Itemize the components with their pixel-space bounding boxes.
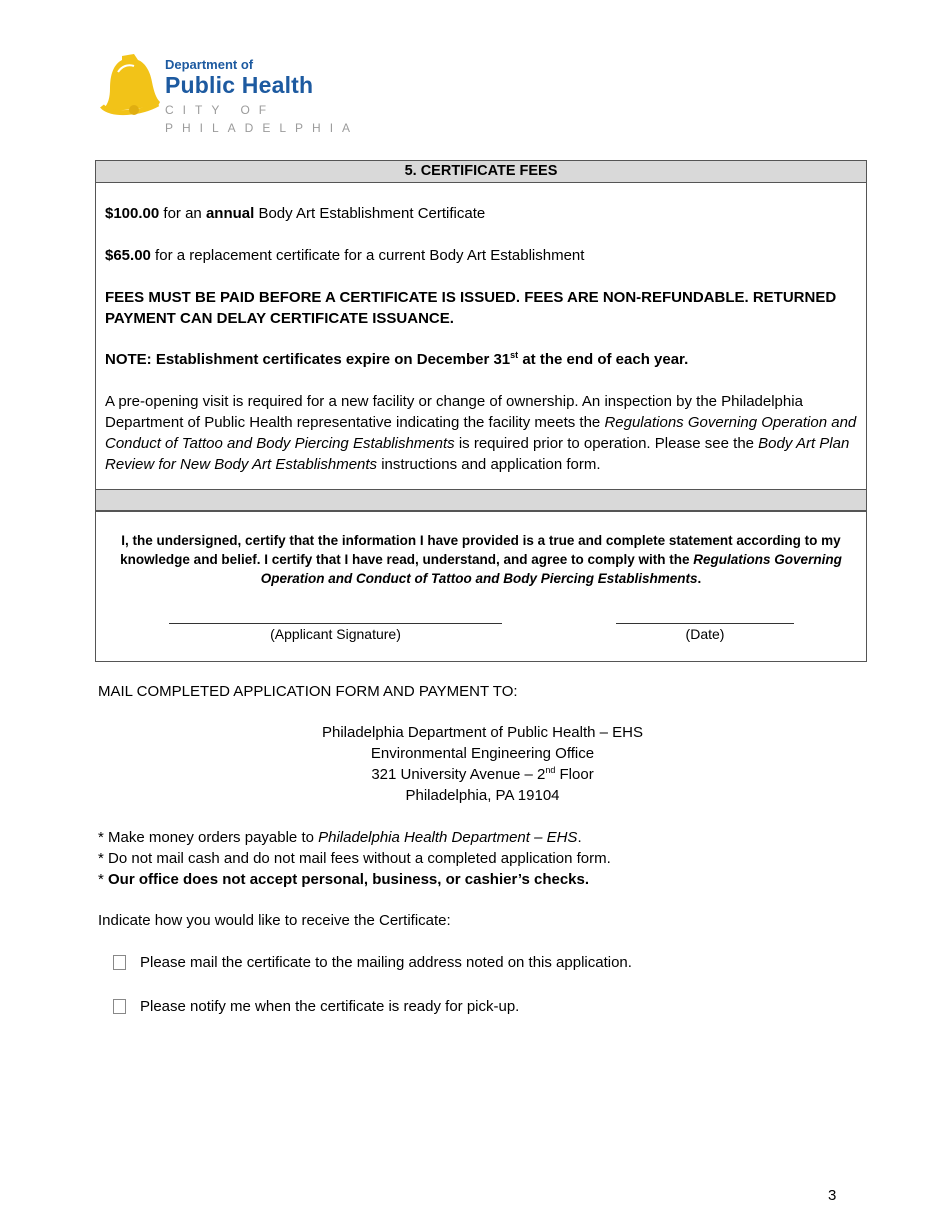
logo-department-text: Department of <box>165 57 254 72</box>
certificate-fees-section <box>95 160 867 512</box>
payment-note-money-orders: * Make money orders payable to Philadelphia Health Department – EHS. <box>98 829 582 846</box>
logo-public-health-text: Public Health <box>165 72 314 98</box>
payment-note-cash: * Do not mail cash and do not mail fees without a completed application form. <box>98 850 611 867</box>
signature-label: (Applicant Signature) <box>270 626 401 642</box>
logo-city-text: CITY OF PHILADELPHIA <box>165 103 360 135</box>
certification-statement: I, the undersigned, certify that the information I have provided is a true and complete statement according to my knowledge and belief. I certify that I have read, understand, and agree to comply with the Regulations Governing Operation and Conduct of Tattoo and Body Piercing Establishments. <box>120 533 842 586</box>
section-divider-band <box>96 489 866 511</box>
fee-annual: $100.00 for an annual Body Art Establishment Certificate <box>105 205 486 222</box>
liberty-bell-icon <box>100 52 162 118</box>
fee-replacement: $65.00 for a replacement certificate for a current Body Art Establishment <box>105 247 585 264</box>
pickup-option-label: Please notify me when the certificate is ready for pick-up. <box>140 998 520 1015</box>
payment-note-checks: * Our office does not accept personal, business, or cashier’s checks. <box>98 871 590 888</box>
pre-opening-paragraph: A pre-opening visit is required for a new facility or change of ownership. An inspection by the Philadelphia Department of Public Health representative indicating the facility meets the Regulations Governing Operation and Conduct of Tattoo and Body Piercing Establishments is required prior to operation. Please see the Body Art Plan Review for New Body Art Establishments instructions and application form. <box>105 393 857 473</box>
department-logo <box>100 52 445 135</box>
address-line-3: 321 University Avenue – 2nd Floor <box>371 765 594 783</box>
mail-checkbox[interactable] <box>113 955 126 970</box>
page-number: 3 <box>828 1187 837 1204</box>
delivery-option-pickup[interactable] <box>113 998 519 1015</box>
delivery-option-mail[interactable] <box>113 954 632 971</box>
delivery-prompt: Indicate how you would like to receive the Certificate: <box>98 912 451 929</box>
mail-option-label: Please mail the certificate to the mailing address noted on this application. <box>140 954 632 971</box>
expiry-note: NOTE: Establishment certificates expire on December 31st at the end of each year. <box>105 350 689 368</box>
pickup-checkbox[interactable] <box>113 999 126 1014</box>
date-line[interactable] <box>616 623 794 624</box>
certification-section <box>95 510 867 662</box>
date-label: (Date) <box>685 626 725 642</box>
address-line-2: Environmental Engineering Office <box>370 745 595 762</box>
signature-line[interactable] <box>169 623 502 624</box>
section-title: 5. CERTIFICATE FEES <box>96 161 866 183</box>
mail-heading: MAIL COMPLETED APPLICATION FORM AND PAYMENT TO: <box>98 683 518 700</box>
address-line-4: Philadelphia, PA 19104 <box>405 787 560 804</box>
fees-warning: FEES MUST BE PAID BEFORE A CERTIFICATE IS ISSUED. FEES ARE NON-REFUNDABLE. RETURNED PAYMENT CAN DELAY CERTIFICATE ISSUANCE. <box>105 289 837 327</box>
address-line-1: Philadelphia Department of Public Health – EHS <box>321 724 643 741</box>
